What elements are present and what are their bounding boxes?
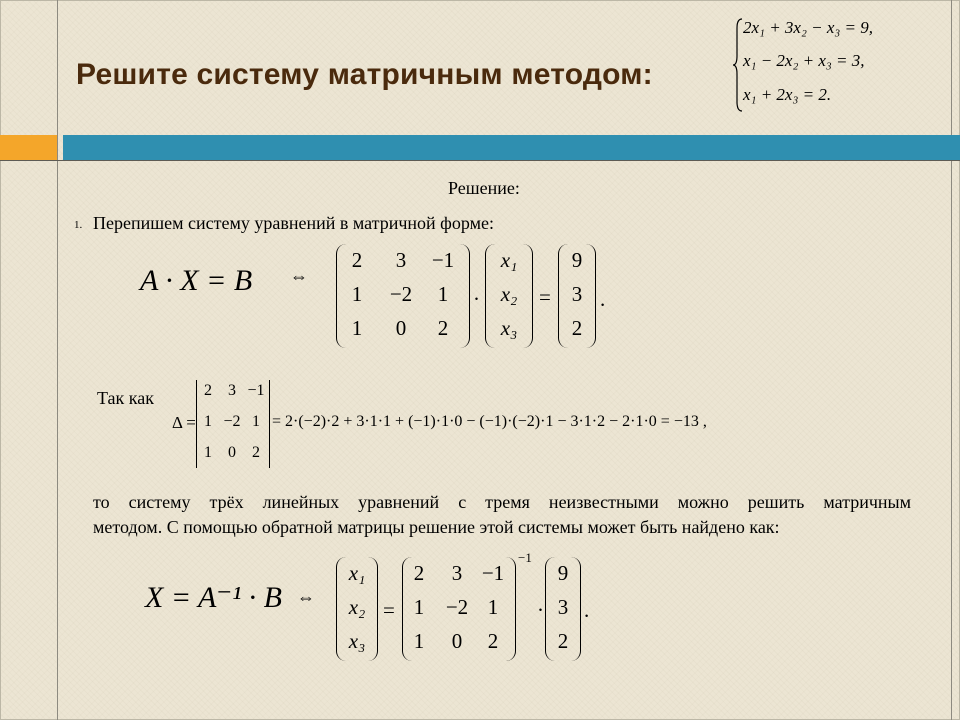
vector-X-cell: x₂ (500, 282, 518, 306)
matrix-A-cell: 1 (437, 282, 449, 306)
matrix-A (336, 244, 470, 348)
equiv-arrow-1: ⇔ (290, 266, 308, 286)
det-cell: 3 (228, 382, 236, 399)
matrix-A-cell: 2 (351, 248, 363, 272)
vector-X-cell: x₃ (500, 316, 518, 340)
vector-B (558, 244, 596, 348)
matrix-A-cell: −2 (389, 282, 413, 306)
matrix-equation: A · X = B (140, 264, 253, 297)
slide-title: Решите систему матричным методом: (76, 58, 653, 91)
dot-operator: · (473, 287, 480, 311)
vector-X-result-cell: x₃ (348, 629, 366, 653)
matrix-A-cell: −1 (431, 248, 455, 272)
determinant-matrix (196, 380, 270, 468)
matrix-A-inverse-cell: 2 (487, 629, 499, 653)
vector-B-cell: 9 (571, 248, 583, 272)
vector-X-result (336, 557, 378, 661)
equals-sign: = (539, 285, 551, 309)
vector-B-cell: 3 (571, 282, 583, 306)
matrix-A-cell: 2 (437, 316, 449, 340)
paragraph-line-1: то систему трёх линейных уравнений с тремя неизвестными можно решить матричным (93, 492, 911, 512)
inverse-exponent: −1 (518, 550, 532, 565)
system-equation-1: 2x₁ + 3x₂ − x₃ = 9, (743, 18, 874, 37)
vector-B-result (545, 557, 581, 661)
explanation-paragraph (93, 490, 911, 540)
since-label: Так как (97, 388, 154, 408)
vector-X-cell: x₁ (500, 248, 518, 272)
vector-X-result-cell: x₁ (348, 561, 366, 585)
system-equation-2: x₁ − 2x₂ + x₃ = 3, (743, 51, 865, 70)
matrix-A-cell: 1 (351, 316, 363, 340)
matrix-A-inverse-cell: 0 (451, 629, 463, 653)
matrix-A-inverse-cell: −1 (481, 561, 505, 585)
det-cell: 1 (204, 444, 212, 461)
dot-operator-2: · (537, 598, 544, 622)
accent-bar-blue (63, 135, 960, 160)
det-cell: −2 (223, 413, 241, 430)
matrix-A-cell: 1 (351, 282, 363, 306)
system-brace (733, 18, 743, 112)
solution-heading: Решение: (448, 178, 520, 198)
inverse-equation: X = A⁻¹ · B (145, 581, 283, 614)
vector-X-result-cell: x₂ (348, 595, 366, 619)
step1-text: Перепишем систему уравнений в матричной форме: (93, 213, 494, 233)
det-cell: 2 (204, 382, 212, 399)
matrix-A-inverse-cell: 2 (413, 561, 425, 585)
det-cell: −1 (247, 382, 265, 399)
equation-system (733, 18, 903, 114)
equals-sign-2: = (383, 598, 395, 622)
delta-label: Δ = (172, 413, 196, 432)
right-guide-line (951, 0, 952, 720)
matrix-A-inverse-cell: −2 (445, 595, 469, 619)
det-cell: 1 (204, 413, 212, 430)
det-cell: 0 (228, 444, 236, 461)
vector-B-result-cell: 3 (557, 595, 569, 619)
matrix-A-cell: 0 (395, 316, 407, 340)
vector-B-cell: 2 (571, 316, 583, 340)
matrix-A-inverse-cell: 1 (413, 595, 425, 619)
left-guide-line (57, 0, 58, 720)
system-equation-3: x₁ + 2x₃ = 2. (743, 85, 832, 104)
equiv-arrow-2: ⇔ (297, 587, 315, 607)
vector-B-result-cell: 2 (557, 629, 569, 653)
det-cell: 2 (252, 444, 260, 461)
period-2: . (584, 598, 590, 622)
accent-bar-orange (0, 135, 57, 160)
period: . (600, 287, 606, 311)
vector-X (485, 244, 533, 348)
matrix-A-inverse-cell: 1 (487, 595, 499, 619)
step-number: 1. (74, 219, 83, 231)
matrix-A-cell: 3 (395, 248, 407, 272)
vector-B-result-cell: 9 (557, 561, 569, 585)
det-cell: 1 (252, 413, 260, 430)
paragraph-line-2: методом. С помощью обратной матрицы решение этой системы может быть найдено как: (93, 517, 780, 537)
matrix-A-inverse-cell: 3 (451, 561, 463, 585)
divider-line (0, 160, 960, 161)
matrix-A-right-bracket (459, 244, 470, 348)
determinant-expansion: = 2·(−2)·2 + 3·1·1 + (−1)·1·0 − (−1)·(−2)·1 − 3·1·2 − 2·1·0 = −13 , (272, 413, 707, 430)
matrix-A-inverse-cell: 1 (413, 629, 425, 653)
matrix-A-inverse (402, 557, 516, 661)
